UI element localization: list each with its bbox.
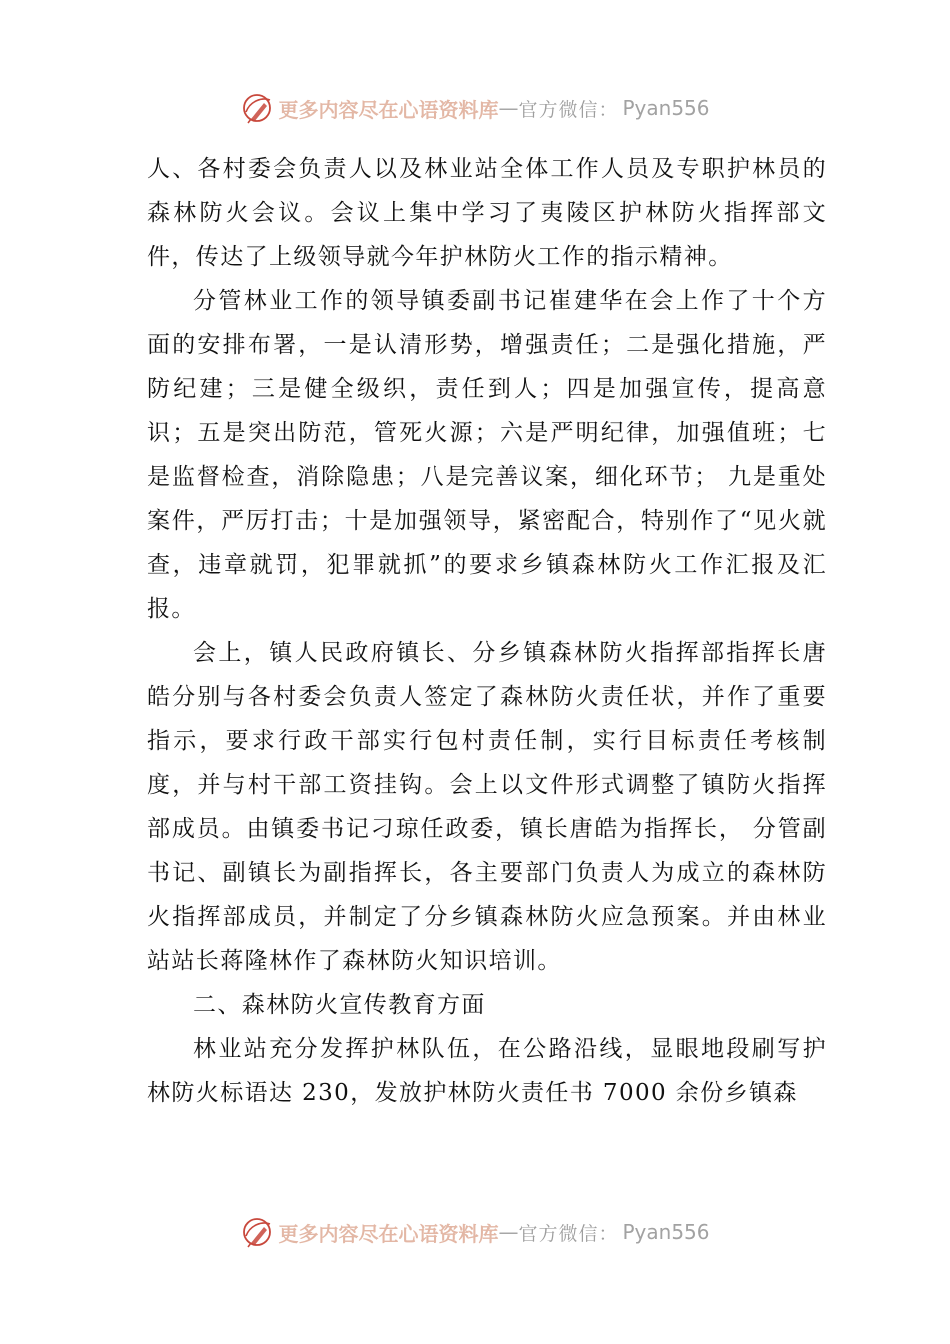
- document-body: [147, 147, 827, 1115]
- paragraph-4: 林业站充分发挥护林队伍，在公路沿线，显眼地段刷写护林防火标语达 230，发放护林防火责任书 7000 余份乡镇森: [147, 1036, 827, 1106]
- banner-separator: —: [498, 1220, 519, 1244]
- banner-main-text: 更多内容尽在心语资料库: [278, 1221, 499, 1246]
- banner-sub-text: 官方微信：: [518, 1222, 619, 1245]
- section-heading: 二、森林防火宣传教育方面: [193, 992, 486, 1018]
- banner-separator: —: [498, 96, 519, 120]
- paragraph-2: 分管林业工作的领导镇委副书记崔建华在会上作了十个方面的安排布署，一是认清形势，增强责任；二是强化措施，严防纪建；三是健全级织，责任到人；四是加强宣传，提高意识；五是突出防范，管死火源；六是严明纪律，加强值班；七是监督检查，消除隐患；八是完善议案，细化环节； 九是重处案件，严厉打击；十是加强领导，紧密配合，特别作了“见火就查，违章就罚，犯罪就抓”的要求乡镇森林防火工作汇报及汇报。: [147, 288, 827, 622]
- banner-sub-text: 官方微信：: [518, 98, 619, 121]
- paragraph-3: 会上，镇人民政府镇长、分乡镇森林防火指挥部指挥长唐皓分别与各村委会负责人签定了森林防火责任状，并作了重要指示，要求行政干部实行包村责任制，实行目标责任考核制度，并与村干部工资挂钩。会上以文件形式调整了镇防火指挥部成员。由镇委书记刁琼任政委，镇长唐皓为指挥长， 分管副书记、副镇长为副指挥长，各主要部门负责人为成立的森林防火指挥部成员，并制定了分乡镇森林防火应急预案。并由林业站站长蒋隆林作了森林防火知识培训。: [147, 640, 827, 974]
- banner-main-text: 更多内容尽在心语资料库: [278, 97, 499, 122]
- pen-nib-logo-icon: [240, 91, 274, 125]
- banner-wechat-id: Pyan556: [622, 1220, 710, 1244]
- footer-banner: [0, 1212, 950, 1252]
- pen-nib-logo-icon: [240, 1215, 274, 1249]
- banner-wechat-id: Pyan556: [622, 96, 710, 120]
- paragraph-1: 人、各村委会负责人以及林业站全体工作人员及专职护林员的森林防火会议。会议上集中学习了夷陵区护林防火指挥部文件，传达了上级领导就今年护林防火工作的指示精神。: [147, 156, 827, 270]
- header-banner: [0, 88, 950, 128]
